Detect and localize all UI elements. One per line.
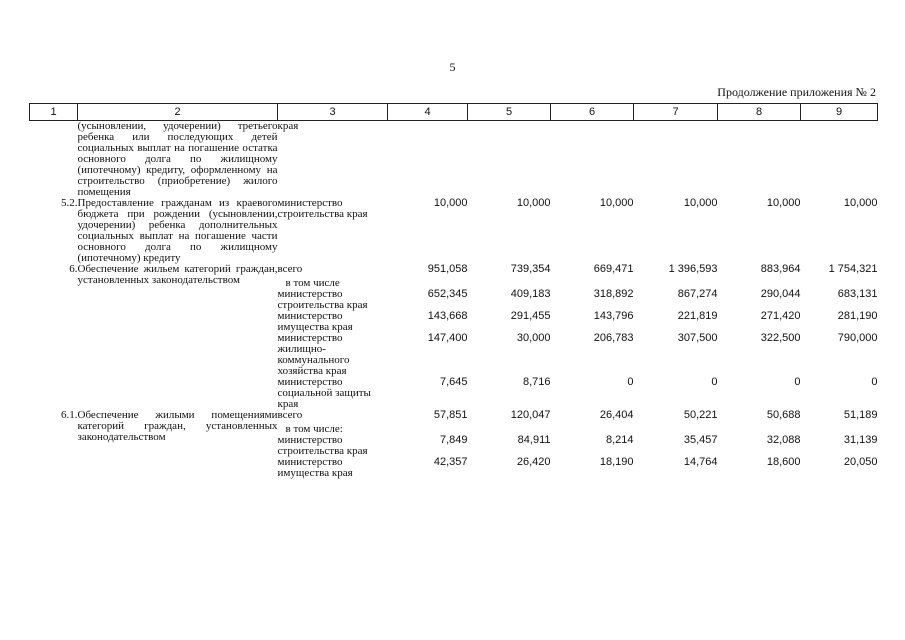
value-cell: 20,050	[843, 456, 878, 468]
row-executor: министерство строительства края	[277, 197, 368, 220]
value-cell	[801, 121, 878, 199]
value-cell: 291,455	[510, 310, 551, 322]
value-cell	[551, 421, 634, 435]
row-executor: в том числе:	[285, 423, 343, 435]
value-cell	[468, 421, 551, 435]
row-executor: всего	[277, 263, 303, 275]
value-cell: 31,139	[843, 434, 878, 446]
value-cell: 26,404	[599, 409, 634, 421]
value-cell: 1 396,593	[668, 263, 718, 275]
row-executor: всего	[277, 409, 303, 421]
value-cell: 8,716	[522, 376, 551, 388]
col-header-4: 4	[388, 104, 468, 121]
value-cell: 8,214	[605, 434, 634, 446]
col-header-1: 1	[30, 104, 78, 121]
value-cell: 7,849	[439, 434, 468, 446]
value-cell: 50,221	[683, 409, 718, 421]
table-row	[30, 121, 878, 199]
row-number: 6.1.	[61, 409, 78, 421]
value-cell: 652,345	[427, 288, 468, 300]
value-cell: 57,851	[433, 409, 468, 421]
value-cell	[551, 275, 634, 289]
row-description: Обеспечение жильем категорий граждан, установленных законодательством	[77, 263, 278, 286]
value-cell: 143,668	[427, 310, 468, 322]
row-number	[30, 121, 78, 199]
value-cell: 32,088	[766, 434, 801, 446]
value-cell: 1 754,321	[828, 263, 878, 275]
col-header-9: 9	[801, 104, 878, 121]
value-cell	[388, 121, 468, 199]
value-cell: 147,400	[427, 332, 468, 344]
value-cell	[388, 421, 468, 435]
value-cell: 120,047	[510, 409, 551, 421]
value-cell	[468, 275, 551, 289]
program-table	[29, 103, 878, 479]
value-cell: 26,420	[516, 456, 551, 468]
value-cell: 14,764	[683, 456, 718, 468]
value-cell: 221,819	[677, 310, 718, 322]
value-cell: 30,000	[516, 332, 551, 344]
col-header-8: 8	[718, 104, 801, 121]
value-cell: 0	[627, 376, 634, 388]
value-cell	[718, 421, 801, 435]
value-cell	[468, 121, 551, 199]
value-cell: 322,500	[760, 332, 801, 344]
table-row	[30, 410, 878, 421]
row-description: Предоставление гражданам из краевого бюджета при рождении (усыновлении, удочерении) ребенка дополнительных социальных выплат на погашение части основного долга по жилищному (ипотечному) кредиту	[77, 197, 278, 264]
value-cell: 0	[794, 376, 801, 388]
value-cell	[551, 121, 634, 199]
value-cell	[634, 421, 718, 435]
value-cell: 307,500	[677, 332, 718, 344]
value-cell: 42,357	[433, 456, 468, 468]
col-header-2: 2	[78, 104, 278, 121]
value-cell: 10,000	[766, 197, 801, 209]
row-description: Обеспечение жилыми помещениями категорий граждан, установленных законодательством	[77, 409, 278, 443]
value-cell: 10,000	[433, 197, 468, 209]
value-cell: 10,000	[683, 197, 718, 209]
value-cell	[634, 275, 718, 289]
value-cell: 143,796	[593, 310, 634, 322]
value-cell: 10,000	[843, 197, 878, 209]
value-cell	[634, 121, 718, 199]
value-cell	[801, 421, 878, 435]
row-number: 5.2.	[61, 197, 78, 209]
value-cell: 10,000	[599, 197, 634, 209]
row-executor: министерство имущества края	[277, 456, 353, 479]
value-cell: 84,911	[517, 434, 551, 446]
value-cell: 290,044	[760, 288, 801, 300]
value-cell: 206,783	[593, 332, 634, 344]
value-cell: 51,189	[843, 409, 878, 421]
value-cell: 50,688	[766, 409, 801, 421]
row-executor: министерство жилищно-коммунального хозяйства края	[277, 332, 350, 377]
value-cell: 409,183	[510, 288, 551, 300]
value-cell	[718, 121, 801, 199]
value-cell: 18,190	[599, 456, 634, 468]
value-cell: 271,420	[760, 310, 801, 322]
value-cell: 867,274	[677, 288, 718, 300]
value-cell: 18,600	[766, 456, 801, 468]
value-cell: 790,000	[837, 332, 878, 344]
row-executor: министерство строительства края	[277, 288, 368, 311]
table-header-row	[30, 104, 878, 121]
row-executor: министерство имущества края	[277, 310, 353, 333]
row-description: (усыновлении, удочерении) третьего ребенка или последующих детей социальных выплат на погашение остатка основного долга по жилищному (ипотечному) кредиту, оформленному на строительство (приобретение) жилого помещения	[77, 120, 278, 198]
value-cell: 7,645	[439, 376, 468, 388]
page-number: 5	[449, 60, 456, 74]
value-cell	[388, 275, 468, 289]
row-executor: края	[277, 120, 299, 132]
value-cell: 10,000	[516, 197, 551, 209]
value-cell: 669,471	[593, 263, 634, 275]
row-executor: министерство социальной защиты края	[277, 376, 371, 410]
value-cell	[718, 275, 801, 289]
value-cell: 883,964	[760, 263, 801, 275]
value-cell	[801, 275, 878, 289]
value-cell: 683,131	[837, 288, 878, 300]
row-executor: в том числе	[285, 277, 340, 289]
row-executor: министерство строительства края	[277, 434, 368, 457]
value-cell: 35,457	[683, 434, 718, 446]
col-header-3: 3	[278, 104, 388, 121]
value-cell: 281,190	[837, 310, 878, 322]
table-row	[30, 198, 878, 264]
value-cell: 951,058	[427, 263, 468, 275]
table-row	[30, 264, 878, 275]
value-cell: 739,354	[510, 263, 551, 275]
col-header-5: 5	[468, 104, 551, 121]
col-header-7: 7	[634, 104, 718, 121]
col-header-6: 6	[551, 104, 634, 121]
continuation-label: Продолжение приложения № 2	[717, 85, 876, 99]
value-cell: 0	[871, 376, 878, 388]
value-cell: 318,892	[593, 288, 634, 300]
row-number: 6.	[69, 263, 78, 275]
value-cell: 0	[711, 376, 718, 388]
